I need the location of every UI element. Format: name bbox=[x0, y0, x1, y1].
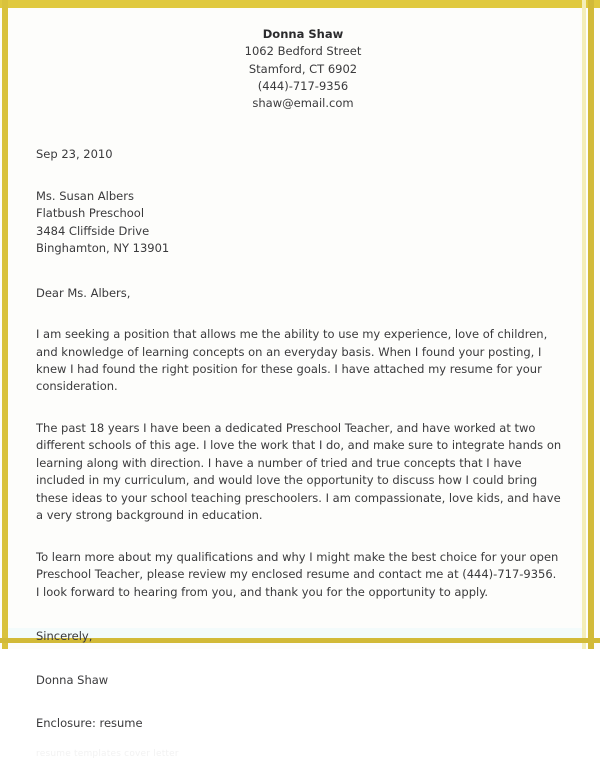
page-watermark: resume templates cover letter bbox=[36, 748, 179, 759]
signature-name: Donna Shaw bbox=[36, 672, 109, 687]
recipient-name: Ms. Susan Albers bbox=[36, 188, 134, 203]
sender-name: Donna Shaw bbox=[262, 27, 344, 41]
body-paragraph-3: To learn more about my qualifications and why I might make the best choice for your open Preschool Teacher, please review my enclosed resume and contact me at (444)-717-9356. I look forward to hearing from you, and thank you for the opportunity to apply. bbox=[36, 549, 559, 599]
salutation: Dear Ms. Albers, bbox=[36, 285, 131, 300]
sender-city-state-zip: Stamford, CT 6902 bbox=[248, 61, 358, 76]
closing-line: Sincerely, bbox=[36, 629, 93, 644]
recipient-address-block bbox=[36, 188, 570, 258]
body-paragraph-1: I am seeking a position that allows me the ability to use my experience, love of children, and knowledge of learning concepts on an everyday basis. When I found your posting, I knew I had found the right position for these goals. I have attached my resume for your consideration. bbox=[36, 327, 548, 394]
sender-street: 1062 Bedford Street bbox=[244, 44, 362, 59]
sender-phone: (444)-717-9356 bbox=[257, 78, 349, 93]
recipient-organization: Flatbush Preschool bbox=[36, 206, 145, 221]
letter-date: Sep 23, 2010 bbox=[36, 147, 113, 162]
recipient-city-state-zip: Binghamton, NY 13901 bbox=[36, 241, 170, 256]
enclosure-line: Enclosure: resume bbox=[36, 716, 143, 731]
recipient-street: 3484 Cliffside Drive bbox=[36, 223, 150, 238]
sender-email: shaw@email.com bbox=[252, 96, 354, 110]
letterhead bbox=[36, 22, 570, 112]
body-paragraph-2: The past 18 years I have been a dedicated Preschool Teacher, and have worked at two different schools of this age. I love the work that I do, and make sure to integrate hands on learning along with direction. I have a number of tried and true concepts that I have included in my curriculum, and would love the opportunity to discuss how I could bring these ideas to your school teaching preschoolers. I am compassionate, love kids, and have a very strong background in education. bbox=[36, 420, 562, 523]
